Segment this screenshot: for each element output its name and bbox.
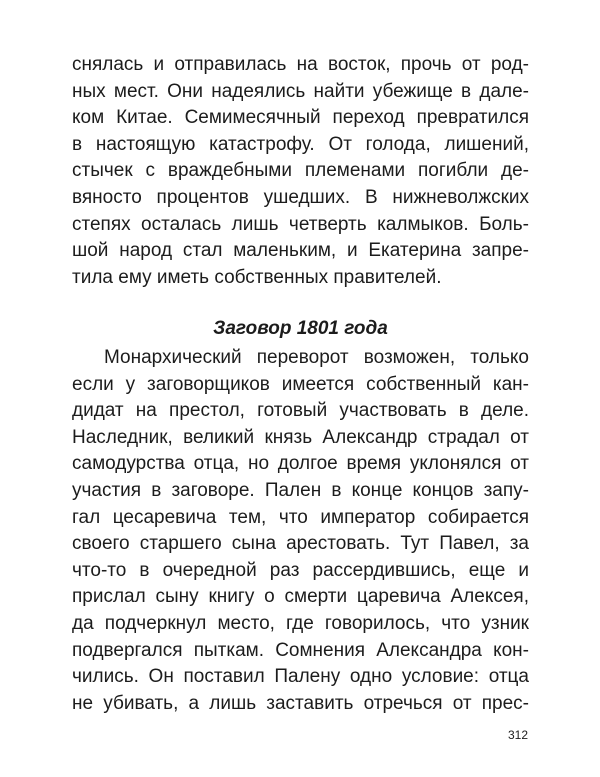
text-line: дидат на престол, готовый участвовать в деле. — [72, 400, 529, 422]
page-number: 312 — [507, 728, 528, 742]
text-line: не убивать, а лишь заставить отречься от прес- — [72, 692, 529, 714]
text-line: что-то в очередной раз рассердившись, еще и — [72, 559, 529, 581]
text-line: шой народ стал маленьким, и Екатерина запре- — [72, 240, 529, 262]
text-line: вяносто процентов ушедших. В нижневолжских — [72, 186, 529, 208]
text-line: снялась и отправилась на восток, прочь от род- — [72, 54, 529, 75]
paragraph-1 — [72, 52, 529, 291]
text-line: прислал сыну книгу о смерти царевича Алексея, — [72, 586, 529, 608]
text-line: стычек с враждебными племенами погибли де- — [72, 160, 529, 182]
text-line: своего старшего сына арестовать. Тут Павел, за — [72, 533, 529, 555]
text-line: ком Китае. Семимесячный переход превратился — [72, 107, 529, 129]
text-line: участия в заговоре. Пален в конце концов запу- — [72, 479, 529, 501]
text-line: подвергался пыткам. Сомнения Александра кон- — [72, 639, 529, 661]
text-line: тила ему иметь собственных правителей. — [72, 266, 442, 288]
text-line: Наследник, великий князь Александр страдал от — [72, 426, 529, 448]
text-line: ных мест. Они надеялись найти убежище в дале- — [72, 80, 529, 102]
text-line: да подчеркнул место, где говорилось, что узник — [72, 612, 529, 634]
paragraph-2 — [72, 345, 529, 717]
section-heading: Заговор 1801 года — [213, 318, 388, 339]
text-line: если у заговорщиков имеется собственный кан- — [72, 373, 529, 395]
text-line: Монархический переворот возможен, только — [104, 347, 529, 368]
text-line: степях осталась лишь четверть калмыков. Боль- — [72, 213, 529, 235]
text-line: чились. Он поставил Палену одно условие: отца — [72, 666, 529, 688]
text-line: самодурства отца, но долгое время уклонялся от — [72, 453, 529, 475]
text-line: в настоящую катастрофу. От голода, лишений, — [72, 133, 529, 155]
text-line: гал цесаревича тем, что император собирается — [72, 506, 529, 528]
